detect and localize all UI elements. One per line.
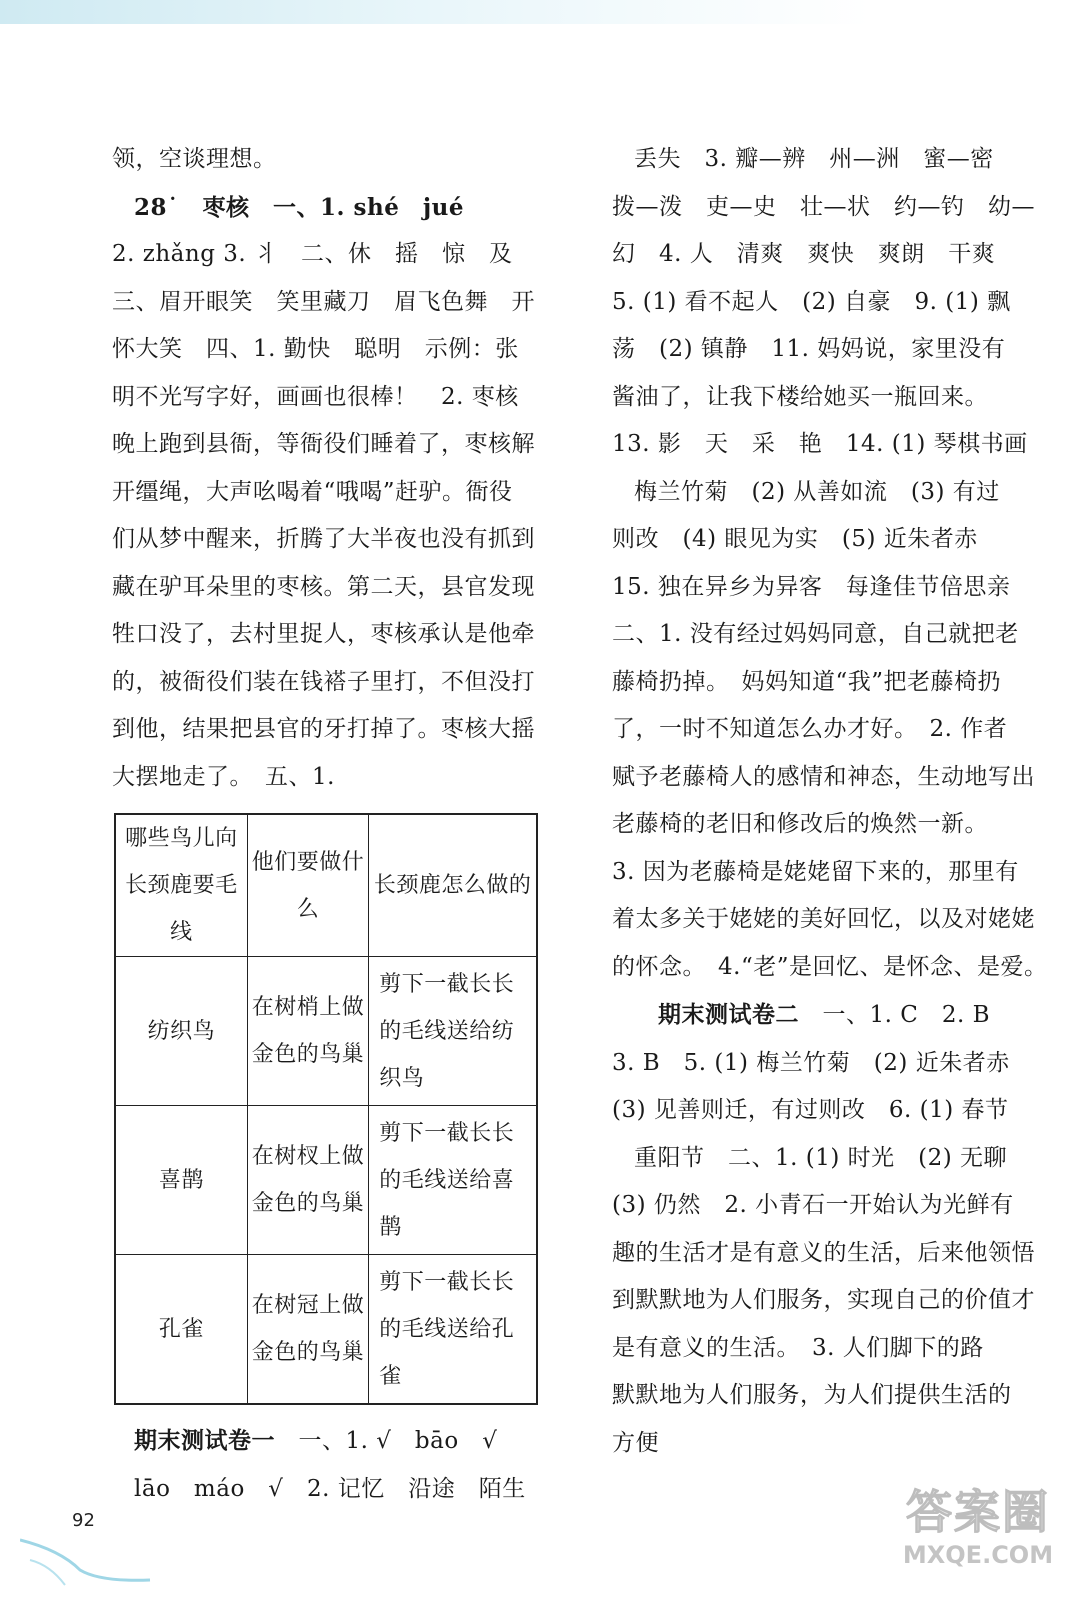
- text-line: 3. 因为老藤椅是姥姥留下来的，那里有: [612, 858, 1019, 885]
- text-line: 到他，结果把县官的牙打掉了。枣核大摇: [112, 716, 535, 742]
- text-line: lāo máo √ 2. 记忆 沿途 陌生: [134, 1475, 526, 1502]
- table-row: [115, 957, 537, 1106]
- text-line: 梅兰竹菊 (2) 从善如流 (3) 有过: [634, 478, 1000, 505]
- table-cell: 孔雀: [115, 1255, 247, 1405]
- text-line: 到默默地为人们服务，实现自己的价值才: [612, 1287, 1035, 1313]
- text-line: 默默地为人们服务，为人们提供生活的: [612, 1382, 1012, 1408]
- page-number: 92: [72, 1510, 95, 1531]
- text-line: 三、眉开眼笑 笑里藏刀 眉飞色舞 开: [112, 288, 535, 315]
- text-fragment: 一、1. √ bāo √: [275, 1428, 498, 1454]
- table-header-cell: 长颈鹿怎么做的: [369, 814, 537, 957]
- section-heading-2: 期末测试卷二: [658, 1001, 799, 1028]
- text-line: 28˙ 枣核 一、1. shé jué: [134, 193, 465, 221]
- text-line: 二、1. 没有经过妈妈同意，自己就把老: [612, 621, 1019, 647]
- text-line: 老藤椅的老旧和修改后的焕然一新。: [612, 811, 988, 837]
- text-line: 荡 (2) 镇静 11. 妈妈说，家里没有: [612, 336, 1006, 362]
- text-line: 藏在驴耳朵里的枣核。第二天，县官发现: [112, 573, 535, 600]
- table-cell: 在树冠上做金色的鸟巢: [247, 1255, 369, 1405]
- text-line: 的怀念。 4.“老”是回忆、是怀念、是爱。: [612, 953, 1048, 980]
- table-row: [115, 1255, 537, 1405]
- table-header-cell: 他们要做什么: [247, 814, 369, 957]
- text-line: 的，被衙役们装在钱褡子里打，不但没打: [112, 668, 535, 695]
- top-color-band: [0, 0, 1088, 24]
- text-line: 重阳节 二、1. (1) 时光 (2) 无聊: [634, 1144, 1008, 1171]
- text-line: 15. 独在异乡为异客 每逢佳节倍思亲: [612, 573, 1011, 600]
- left-column: [112, 136, 542, 1513]
- text-line: 幻 4. 人 清爽 爽快 爽朗 干爽: [612, 241, 996, 267]
- text-line: 趣的生活才是有意义的生活，后来他领悟: [612, 1239, 1035, 1266]
- text-line: 3. B 5. (1) 梅兰竹菊 (2) 近朱者赤: [612, 1049, 1010, 1076]
- text-line: 丢失 3. 瓣—辨 州—洲 蜜—密: [634, 146, 994, 172]
- answer-table: [114, 813, 538, 1405]
- text-line: 酱油了，让我下楼给她买一瓶回来。: [612, 383, 988, 410]
- text-line: 2. zhǎng 3. 丬 二、休 摇 惊 及: [112, 241, 513, 267]
- table-cell: 喜鹊: [115, 1106, 247, 1255]
- table-cell: 剪下一截长长的毛线送给纺织鸟: [369, 957, 537, 1106]
- text-line: 牲口没了，去村里捉人，枣核承认是他牵: [112, 621, 535, 647]
- table-cell: 在树杈上做金色的鸟巢: [247, 1106, 369, 1255]
- text-line: (3) 见善则迁，有过则改 6. (1) 春节: [612, 1097, 1009, 1123]
- text-line: 领，空谈理想。: [112, 146, 277, 172]
- text-line: 大摆地走了。 五、1.: [112, 763, 335, 790]
- text-line: 晚上跑到县衙，等衙役们睡着了，枣核解: [112, 431, 535, 457]
- text-line: 是有意义的生活。 3. 人们脚下的路: [612, 1334, 984, 1361]
- text-line: 怀大笑 四、1. 勤快 聪明 示例：张: [112, 336, 519, 362]
- table-cell: 剪下一截长长的毛线送给喜鹊: [369, 1106, 537, 1255]
- table-header-cell: 哪些鸟儿向长颈鹿要毛线: [115, 814, 247, 957]
- table-row: [115, 1106, 537, 1255]
- watermark-url: MXQE.COM: [902, 1541, 1054, 1569]
- text-line: [612, 991, 1042, 1040]
- text-line: 着太多关于姥姥的美好回忆，以及对姥姥: [612, 906, 1035, 932]
- text-line: 则改 (4) 眼见为实 (5) 近朱者赤: [612, 526, 978, 552]
- text-line: 开缰绳，大声吆喝着“哦喝”赶驴。衙役: [112, 478, 513, 505]
- table-cell: 在树梢上做金色的鸟巢: [247, 957, 369, 1106]
- text-line: 赋予老藤椅人的感情和神态，生动地写出: [612, 763, 1035, 790]
- table-cell: 剪下一截长长的毛线送给孔雀: [369, 1255, 537, 1405]
- text-line: 了，一时不知道怎么办才好。 2. 作者: [612, 716, 1008, 742]
- text-line: (3) 仍然 2. 小青石一开始认为光鲜有: [612, 1192, 1014, 1218]
- text-line: 们从梦中醒来，折腾了大半夜也没有抓到: [112, 526, 535, 552]
- right-column: [612, 136, 1048, 1467]
- text-fragment: 一、1. C 2. B: [799, 1002, 991, 1028]
- text-line: 方便: [612, 1429, 659, 1456]
- text-line: 5. (1) 看不起人 (2) 自豪 9. (1) 飘: [612, 288, 1011, 315]
- text-line: [112, 1417, 542, 1466]
- section-heading-1: 期末测试卷一: [134, 1427, 275, 1454]
- table-cell: 纺织鸟: [115, 957, 247, 1106]
- text-line: 明不光写字好，画画也很棒！ 2. 枣核: [112, 383, 519, 410]
- watermark-logo-text: 答案圈: [906, 1485, 1050, 1539]
- table-header-row: [115, 814, 537, 957]
- text-line: 藤椅扔掉。 妈妈知道“我”把老藤椅扔: [612, 668, 1002, 695]
- text-line: 13. 影 天 采 艳 14. (1) 琴棋书画: [612, 431, 1028, 457]
- site-watermark: [888, 1484, 1068, 1584]
- text-line: 拨—泼 吏—史 壮—状 约—钓 幼—: [612, 193, 1035, 220]
